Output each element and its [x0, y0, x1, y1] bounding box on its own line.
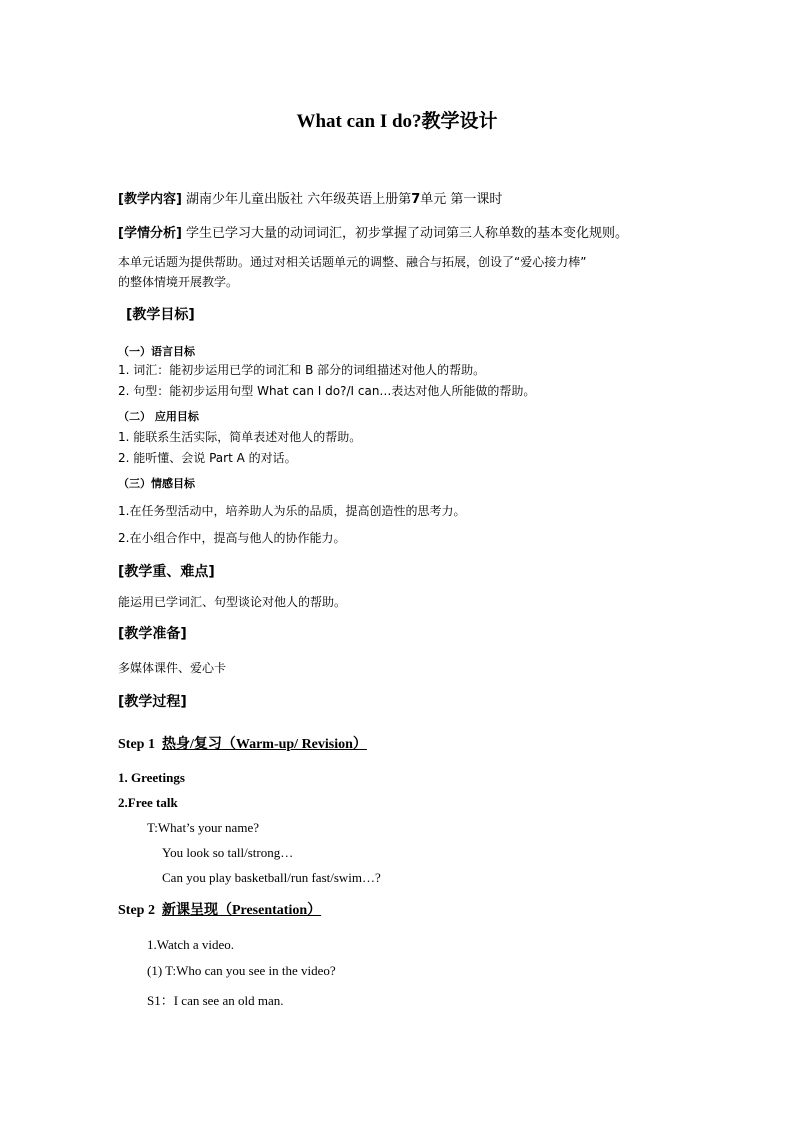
step1-heading: [118, 733, 367, 753]
language-goal-heading: （一）语言目标: [118, 345, 195, 358]
step2-heading: [118, 899, 321, 919]
process-label: [教学过程]: [118, 694, 187, 710]
key-points-text: 能运用已学词汇、句型谈论对他人的帮助。: [118, 595, 347, 609]
unit-suffix: 单元: [420, 192, 447, 207]
step1-title: 热身/复习（Warm-up/ Revision）: [161, 737, 367, 752]
application-goal-heading: （二） 应用目标: [118, 410, 199, 423]
document-title: What can I do?教学设计: [296, 111, 498, 132]
step1-item: 2.Free talk: [118, 795, 178, 810]
step2-line: 1.Watch a video.: [147, 937, 235, 952]
book-prefix: 六年级英语上册第: [307, 192, 412, 207]
content-label: [教学内容]: [118, 192, 182, 207]
content-line: [118, 188, 502, 207]
step2-prefix: Step 2: [118, 903, 155, 918]
objectives-label: [教学目标]: [126, 307, 195, 323]
application-goal-item: 2. 能听懂、会说 Part A 的对话。: [118, 451, 297, 465]
analysis-text: 学生已学习大量的动词词汇，初步掌握了动词第三人称单数的基本变化规则。: [186, 226, 629, 241]
lesson: 第一课时: [450, 192, 503, 207]
preparation-label: [教学准备]: [118, 626, 187, 642]
language-goal-item: 2. 句型：能初步运用句型 What can I do?/I can…表达对他人所能做的帮助。: [118, 384, 536, 398]
publisher: 湖南少年儿童出版社: [186, 192, 304, 207]
analysis-paragraph-1: 本单元话题为提供帮助。通过对相关话题单元的调整、融合与拓展，创设了“爱心接力棒”: [118, 255, 587, 269]
key-points-label: [教学重、难点]: [118, 564, 215, 580]
step1-item: 1. Greetings: [118, 770, 185, 785]
analysis-paragraph-2: 的整体情境开展教学。: [118, 275, 239, 289]
step2-line: (1) T:Who can you see in the video?: [147, 963, 336, 978]
step2-title: 新课呈现（Presentation）: [161, 903, 322, 918]
dialogue-line: Can you play basketball/run fast/swim…?: [162, 870, 381, 885]
unit-number: 7: [411, 192, 421, 207]
emotion-goal-item: 1.在任务型活动中，培养助人为乐的品质，提高创造性的思考力。: [118, 504, 466, 518]
dialogue-line: T:What’s your name?: [147, 820, 259, 835]
dialogue-line: You look so tall/strong…: [162, 845, 294, 860]
emotion-goal-heading: （三）情感目标: [118, 477, 195, 490]
application-goal-item: 1. 能联系生活实际，简单表述对他人的帮助。: [118, 430, 362, 444]
step2-line: S1：I can see an old man.: [147, 993, 284, 1008]
preparation-text: 多媒体课件、爱心卡: [118, 661, 227, 675]
analysis-line: [118, 222, 628, 241]
language-goal-item: 1. 词汇：能初步运用已学的词汇和 B 部分的词组描述对他人的帮助。: [118, 363, 486, 377]
emotion-goal-item: 2.在小组合作中，提高与他人的协作能力。: [118, 531, 346, 545]
step1-prefix: Step 1: [118, 737, 155, 752]
analysis-label: [学情分析]: [118, 226, 182, 241]
